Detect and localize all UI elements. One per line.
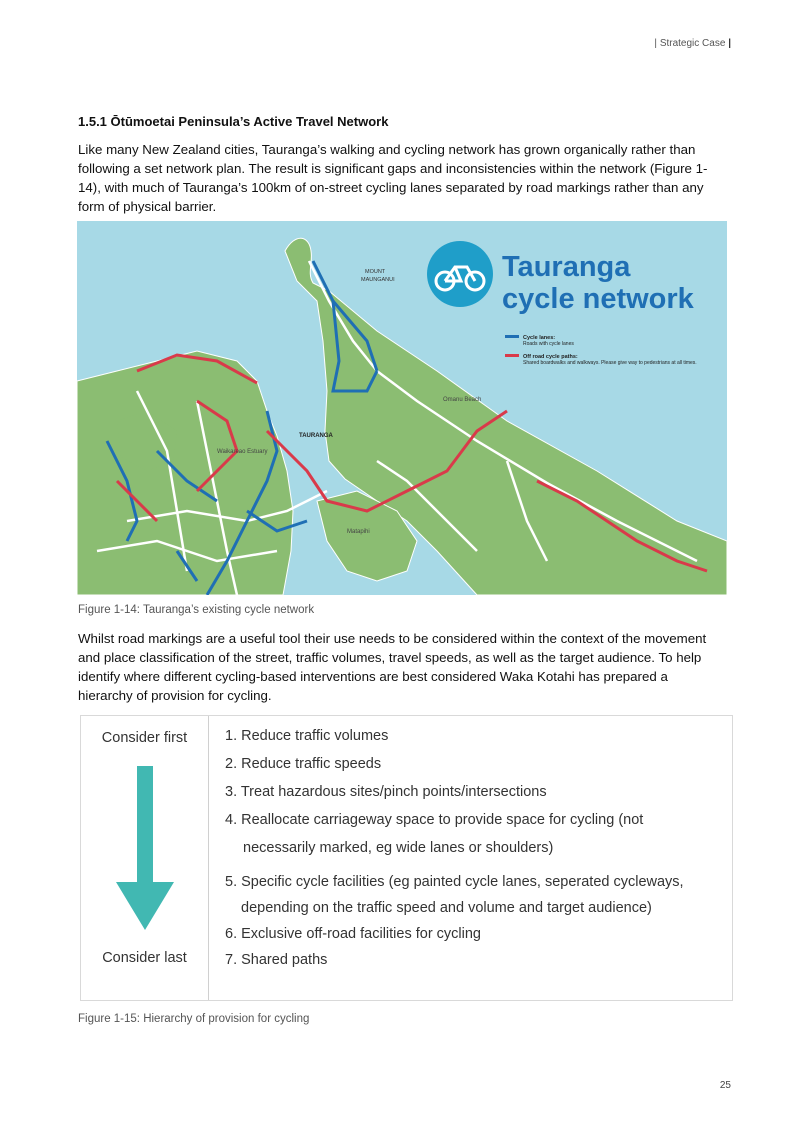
legend-paths-title: Off road cycle paths:: [523, 354, 578, 360]
page-number: 25: [719, 1080, 731, 1091]
place-label-tauranga: TAURANGA: [299, 433, 333, 439]
hierarchy-paragraph: Whilst road markings are a useful tool their use needs to be considered within the context of the movement and place classification of the street, traffic volumes, travel speeds, as well as the target audience. To help identify where different cycling-based interventions are best considered Waka Kotahi has prepared a hierarchy of provision for cycling.: [78, 631, 707, 703]
map-title-line2: cycle network: [502, 283, 694, 315]
cycle-logo-icon: [427, 241, 493, 307]
page-header: | Strategic Case |: [654, 38, 731, 49]
cycle-network-map: [77, 221, 727, 595]
arrow-down-icon: [116, 882, 174, 930]
intro-paragraph: Like many New Zealand cities, Tauranga’s walking and cycling network has grown organically rather than following a set network plan. The result is significant gaps and inconsistencies within the network (Figure 1-14), with much of Tauranga’s 100km of on-street cycling lanes separated by road markings rather than any form of physical barrier.: [78, 142, 708, 214]
consider-first-label: Consider first: [101, 730, 188, 746]
figure-caption-map: Figure 1-14: Tauranga’s existing cycle network: [78, 604, 315, 616]
map-graphic: [77, 221, 727, 595]
section-heading: 1.5.1 Ōtūmoetai Peninsula’s Active Travel Network: [78, 114, 389, 129]
hierarchy-item-4-cont: necessarily marked, eg wide lanes or shoulders): [243, 840, 554, 856]
place-label-omanu: Omanu Beach: [443, 397, 482, 403]
place-label-waikareao: Waikareao Estuary: [217, 449, 268, 455]
place-label-maunganui: MAUNGANUI: [361, 277, 395, 283]
hierarchy-item-2: 2. Reduce traffic speeds: [225, 756, 382, 772]
hierarchy-divider: [208, 716, 209, 1000]
header-section: Strategic Case: [659, 38, 726, 49]
legend-paths-desc: Shared boardwalks and walkways. Please give way to pedestrians at all times.: [523, 360, 697, 366]
place-label-matapihi: Matapihi: [347, 529, 370, 535]
map-title-line1: Tauranga: [502, 251, 631, 283]
legend-lanes-title: Cycle lanes:: [523, 335, 556, 341]
legend-lanes-swatch: [505, 335, 519, 338]
hierarchy-item-6: 6. Exclusive off-road facilities for cycling: [225, 926, 482, 942]
legend-paths-swatch: [505, 354, 519, 357]
hierarchy-item-7: 7. Shared paths: [225, 952, 328, 968]
consider-last-label: Consider last: [102, 950, 187, 966]
figure-caption-hierarchy: Figure 1-15: Hierarchy of provision for cycling: [78, 1013, 310, 1025]
hierarchy-item-5: 5. Specific cycle facilities (eg painted cycle lanes, seperated cycleways,: [225, 874, 684, 890]
hierarchy-item-5-cont: depending on the traffic speed and volume and target audience): [241, 900, 652, 916]
hierarchy-figure: [80, 715, 733, 1001]
arrow-shaft: [137, 766, 153, 884]
legend-lanes-desc: Roads with cycle lanes: [523, 341, 574, 347]
hierarchy-item-3: 3. Treat hazardous sites/pinch points/intersections: [225, 784, 547, 800]
hierarchy-item-1: 1. Reduce traffic volumes: [225, 728, 389, 744]
place-label-mount: MOUNT: [365, 269, 386, 275]
hierarchy-item-4: 4. Reallocate carriageway space to provide space for cycling (not: [225, 812, 644, 828]
